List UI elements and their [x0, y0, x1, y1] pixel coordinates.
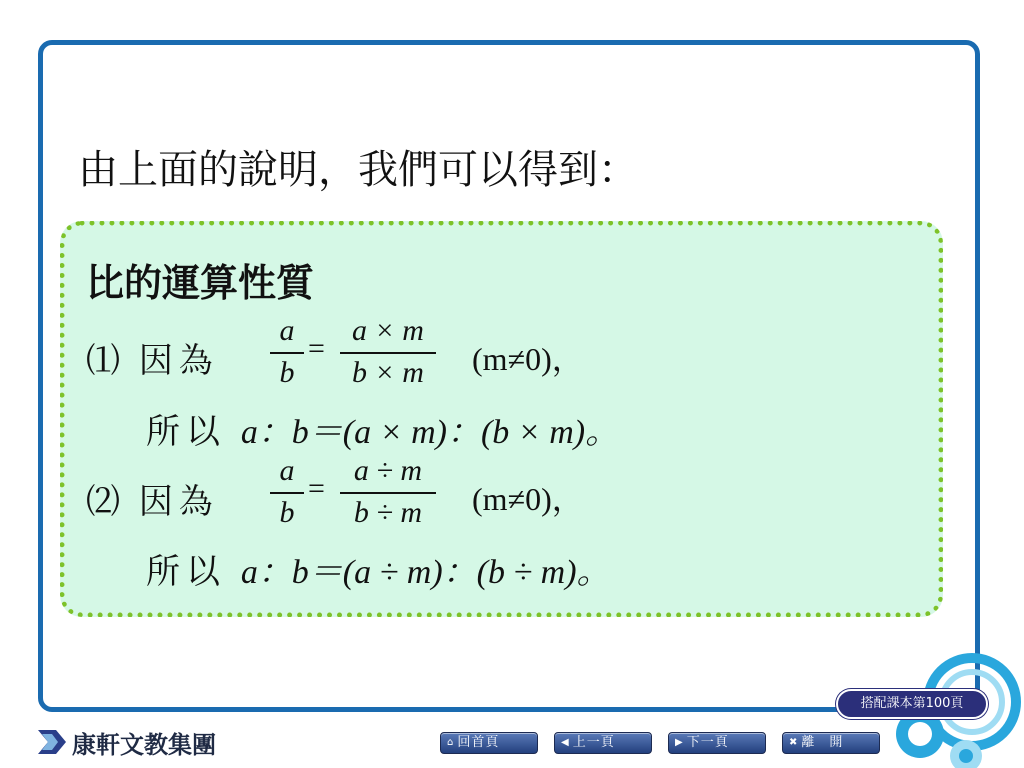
- item-2-so: 所以: [146, 552, 226, 592]
- arrow-right-icon: ▶: [675, 737, 683, 748]
- item-1-number: ⑴: [86, 341, 120, 381]
- item-2-lhs-denominator: b: [279, 496, 295, 529]
- item-2-fraction-right: [340, 454, 436, 538]
- item-1-so-line: [146, 404, 619, 453]
- item-2-condition: (m≠0)，: [472, 481, 584, 517]
- item-1-so: 所以: [146, 412, 226, 452]
- item-1-lhs-denominator: b: [279, 356, 295, 389]
- home-button[interactable]: [440, 732, 538, 754]
- item-1-fraction-left: [270, 314, 304, 398]
- item-2-fraction-left: [270, 454, 304, 538]
- prev-label: 上一頁: [572, 735, 615, 750]
- item-1-result: a：b＝(a × m)：(b × m)。: [240, 414, 620, 451]
- item-1-rhs-denominator: b × m: [352, 356, 424, 389]
- item-2-rhs-numerator: a ÷ m: [353, 454, 423, 487]
- item-2-equals: =: [308, 472, 325, 505]
- fraction-bar: [270, 352, 304, 354]
- item-2-header: [86, 474, 219, 523]
- arrow-left-icon: ◀: [561, 737, 569, 748]
- item-2-rhs-denominator: b ÷ m: [353, 496, 423, 529]
- item-1-because: 因為: [138, 341, 219, 381]
- page-badge: 搭配課本第100頁: [836, 689, 988, 719]
- next-page-button[interactable]: [668, 732, 766, 754]
- property-title: 比的運算性質: [86, 261, 315, 305]
- exit-button[interactable]: [782, 732, 880, 754]
- logo-text: 康軒文教集團: [72, 730, 216, 759]
- item-1-header: [86, 333, 219, 382]
- close-icon: ✖: [789, 737, 798, 748]
- prev-page-button[interactable]: [554, 732, 652, 754]
- item-2-so-line: [146, 544, 611, 593]
- item-1-condition: (m≠0)，: [472, 341, 584, 377]
- logo-mark-icon: [36, 728, 68, 756]
- item-2-because: 因為: [138, 482, 219, 522]
- item-1-lhs-numerator: a: [279, 314, 295, 347]
- item-1-fraction-right: [340, 314, 436, 398]
- exit-label: 離 開: [801, 735, 844, 750]
- home-icon: ⌂: [447, 737, 454, 748]
- intro-text: 由上面的說明，我們可以得到：: [78, 147, 638, 193]
- company-logo: [36, 726, 216, 758]
- item-1-equals: =: [308, 332, 325, 365]
- fraction-bar: [340, 492, 436, 494]
- home-label: 回首頁: [457, 735, 500, 750]
- item-2-lhs-numerator: a: [279, 454, 295, 487]
- item-1-rhs-numerator: a × m: [352, 314, 424, 347]
- item-2-number: ⑵: [86, 482, 120, 522]
- next-label: 下一頁: [686, 735, 729, 750]
- fraction-bar: [340, 352, 436, 354]
- item-2-result: a：b＝(a ÷ m)：(b ÷ m)。: [240, 554, 611, 591]
- fraction-bar: [270, 492, 304, 494]
